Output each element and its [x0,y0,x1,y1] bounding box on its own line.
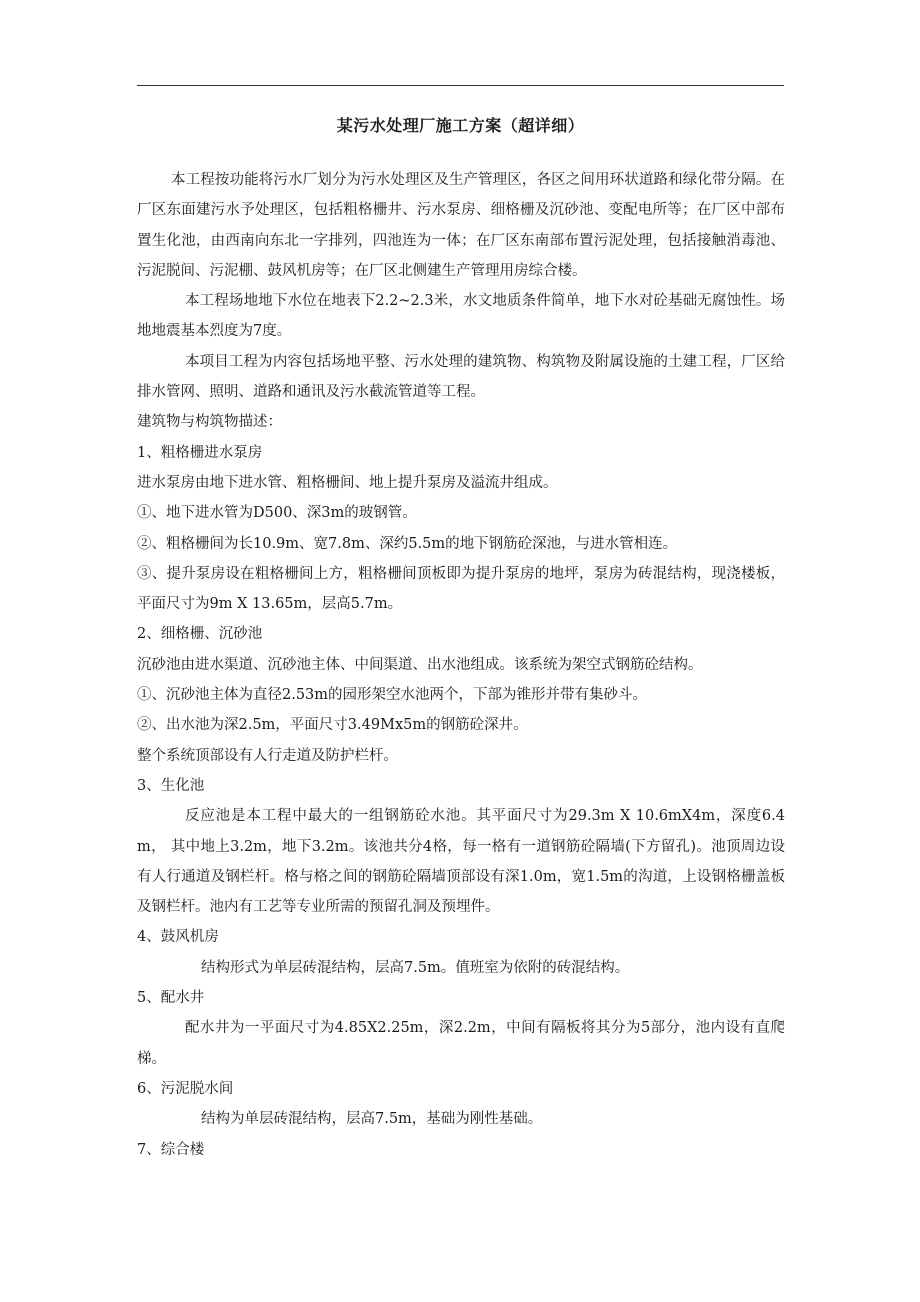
section-heading: 5、配水井 [137,990,205,1007]
header-rule [137,85,784,86]
paragraph: 本工程按功能将污水厂划分为污水处理区及生产管理区，各区之间用环状道路和绿化带分隔。在厂区东面建污水予处理区，包括粗格栅井、污水泵房、细格栅及沉砂池、变配电所等；在厂区中部布置生化池，由西南向东北一字排列，四池连为一体；在厂区东南部布置污泥处理，包括接触消毒池、污泥脱间、污泥棚、鼓风机房等；在厂区北侧建生产管理用房综合楼。 [137,172,785,279]
paragraph: 本项目工程为内容包括场地平整、污水处理的建筑物、构筑物及附属设施的土建工程，厂区给排水管网、照明、道路和通讯及污水截流管道等工程。 [137,353,785,401]
section-heading: 7、综合楼 [137,1141,205,1158]
page-title: 某污水处理厂施工方案（超详细） [336,116,585,135]
document-body [137,165,785,1165]
list-item: ①、地下进水管为D500、深3m的玻钢管。 [137,505,417,522]
section-heading: 2、细格栅、沉砂池 [137,626,263,643]
paragraph: 整个系统顶部设有人行走道及防护栏杆。 [137,747,398,764]
section-heading: 4、鼓风机房 [137,929,219,946]
paragraph: 反应池是本工程中最大的一组钢筋砼水池。其平面尺寸为29.3m X 10.6mX4m，深度6.4m， 其中地上3.2m，地下3.2m。该池共分4格，每一格有一道钢筋砼隔墙(下方留孔)。池顶周边设有人行通道及钢栏杆。格与格之间的钢筋砼隔墙顶部设有深1.0m，宽1.5m的沟道，上设钢格栅盖板及钢栏杆。池内有工艺等专业所需的预留孔洞及预埋件。 [137,808,785,916]
list-item: ①、沉砂池主体为直径2.53m的园形架空水池两个，下部为锥形并带有集砂斗。 [137,687,648,704]
list-item: ③、提升泵房设在粗格栅间上方，粗格栅间顶板即为提升泵房的地坪，泵房为砖混结构，现浇楼板，平面尺寸为9m X 13.65m，层高5.7m。 [137,565,785,613]
section-intro: 建筑物与构筑物描述： [137,414,282,431]
paragraph: 配水井为一平面尺寸为4.85X2.25m，深2.2m，中间有隔板将其分为5部分，池内设有直爬梯。 [137,1020,785,1067]
paragraph: 沉砂池由进水渠道、沉砂池主体、中间渠道、出水池组成。该系统为架空式钢筋砼结构。 [137,656,703,673]
paragraph: 进水泵房由地下进水管、粗格栅间、地上提升泵房及溢流井组成。 [137,474,558,491]
paragraph: 结构形式为单层砖混结构，层高7.5m。值班室为依附的砖混结构。 [201,959,630,976]
list-item: ②、粗格栅间为长10.9m、宽7.8m、深约5.5m的地下钢筋砼深池，与进水管相连。 [137,535,678,552]
section-heading: 1、粗格栅进水泵房 [137,444,263,461]
section-heading: 6、污泥脱水间 [137,1080,234,1097]
list-item: ②、出水池为深2.5m，平面尺寸3.49Mx5m的钢筋砼深井。 [137,717,528,734]
paragraph: 结构为单层砖混结构，层高7.5m，基础为刚性基础。 [201,1111,543,1128]
paragraph: 本工程场地地下水位在地表下2.2~2.3米，水文地质条件简单，地下水对砼基础无腐蚀性。场地地震基本烈度为7度。 [137,293,785,340]
section-heading: 3、生化池 [137,777,205,794]
